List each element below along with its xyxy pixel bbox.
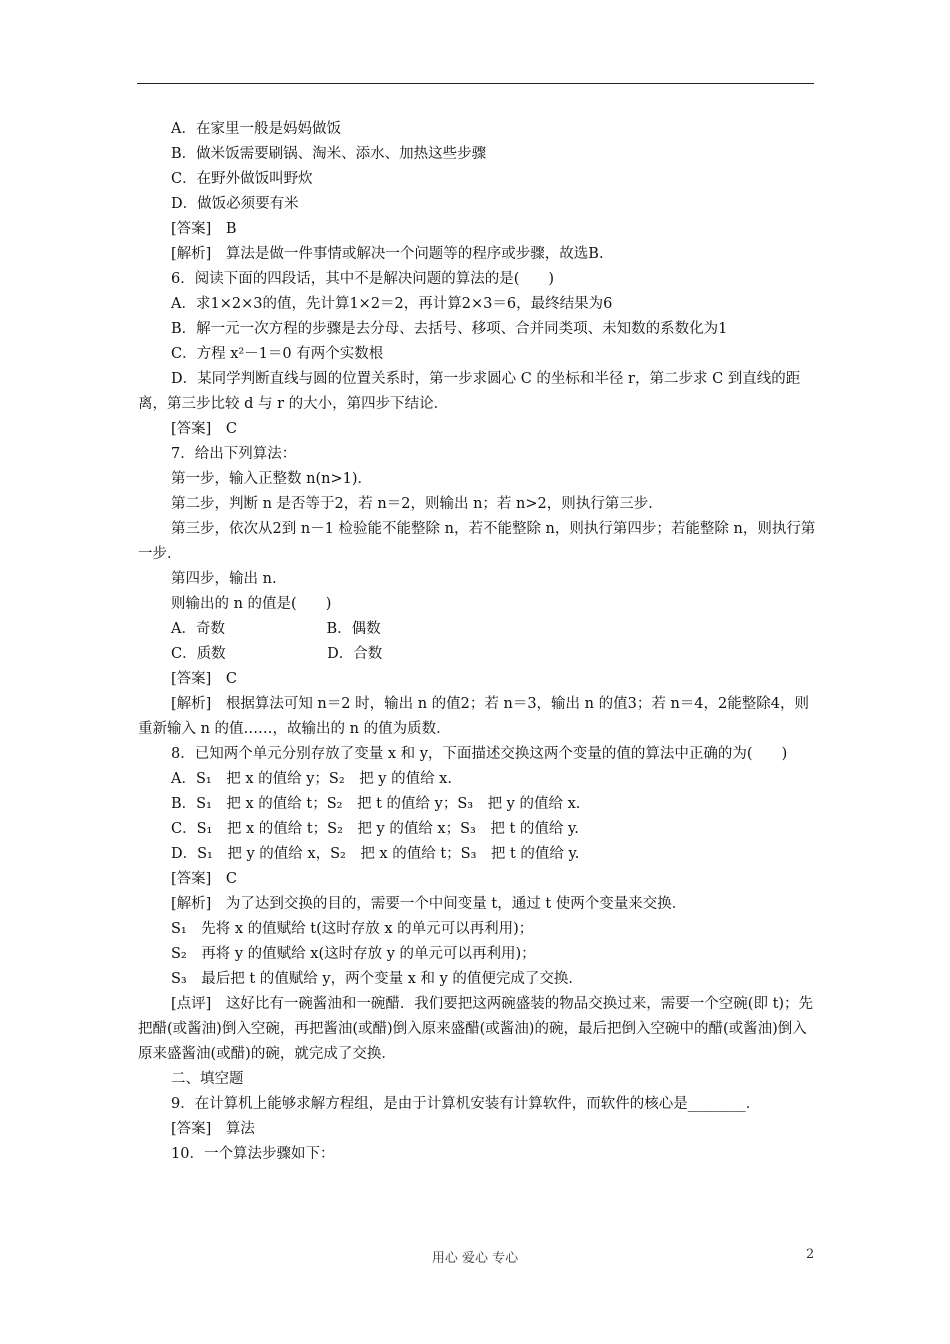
text-line: [答案] C (171, 671, 237, 687)
text-line: [答案] C (171, 421, 237, 437)
text-line: 第一步，输入正整数 n(n>1)． (171, 471, 372, 487)
text-line: C．质数 D．合数 (171, 646, 383, 662)
text-line: B．解一元一次方程的步骤是去分母、去括号、移项、合并同类项、未知数的系数化为1 (171, 321, 728, 337)
text-line: C．在野外做饭叫野炊 (171, 171, 313, 187)
text-line: [答案] 算法 (171, 1121, 255, 1137)
page-number: 2 (806, 1247, 815, 1262)
text-line: [解析] 为了达到交换的目的，需要一个中间变量 t，通过 t 使两个变量来交换． (171, 896, 687, 912)
text-line: A．奇数 B．偶数 (171, 621, 381, 637)
text-line: 第四步，输出 n. (171, 571, 277, 587)
text-line: S₂ 再将 y 的值赋给 x(这时存放 y 的单元可以再利用)； (171, 946, 536, 962)
text-line: 则输出的 n 的值是( ) (171, 596, 332, 612)
text-line: 第二步，判断 n 是否等于2，若 n＝2，则输出 n；若 n>2，则执行第三步． (171, 496, 663, 512)
text-line: [答案] B (171, 221, 237, 237)
text-line: C．方程 x²－1＝0 有两个实数根 (171, 346, 384, 362)
text-line: 8．已知两个单元分别存放了变量 x 和 y，下面描述交换这两个变量的值的算法中正确的为( ) (171, 746, 788, 762)
text-line: 7．给出下列算法： (171, 446, 297, 462)
text-line: [解析] 算法是做一件事情或解决一个问题等的程序或步骤，故选B. (171, 246, 604, 262)
text-line: S₃ 最后把 t 的值赋给 y，两个变量 x 和 y 的值便完成了交换． (171, 971, 583, 987)
text-line: 第三步，依次从2到 n－1 检验能不能整除 n，若不能整除 n，则执行第四步；若能整除 n，则执行第一步． (138, 521, 816, 562)
header-rule (137, 83, 814, 84)
text-line: B．S₁ 把 x 的值给 t；S₂ 把 t 的值给 y；S₃ 把 y 的值给 x. (171, 796, 581, 812)
text-line: S₁ 先将 x 的值赋给 t(这时存放 x 的单元可以再利用)； (171, 921, 534, 937)
page-body (138, 117, 818, 1167)
text-line: D．做饭必须要有米 (171, 196, 299, 212)
page-footer: 用心 爱心 专心 (431, 1251, 519, 1266)
text-line: [解析] 根据算法可知 n＝2 时，输出 n 的值2；若 n＝3，输出 n 的值3；若 n＝4，2能整除4，则重新输入 n 的值……，故输出的 n 的值为质数． (138, 696, 809, 737)
text-line: 10．一个算法步骤如下： (171, 1146, 335, 1162)
text-line: A．求1×2×3的值，先计算1×2＝2，再计算2×3＝6，最终结果为6 (171, 296, 613, 312)
text-line: 6．阅读下面的四段话，其中不是解决问题的算法的是( ) (171, 271, 555, 287)
text-line: [答案] C (171, 871, 237, 887)
text-line: B．做米饭需要刷锅、淘米、添水、加热这些步骤 (171, 146, 487, 162)
text-line: A．在家里一般是妈妈做饭 (171, 121, 341, 137)
text-line: D．某同学判断直线与圆的位置关系时，第一步求圆心 C 的坐标和半径 r，第二步求 C 到直线的距离，第三步比较 d 与 r 的大小，第四步下结论． (138, 371, 801, 412)
text-line: C．S₁ 把 x 的值给 t；S₂ 把 y 的值给 x；S₃ 把 t 的值给 y. (171, 821, 579, 837)
text-line: [点评] 这好比有一碗酱油和一碗醋．我们要把这两碗盛装的物品交换过来，需要一个空碗(即 t)；先把醋(或酱油)倒入空碗，再把酱油(或醋)倒入原来盛醋(或酱油)的碗，最后把倒入空碗中的醋(或酱油)倒入原来盛酱油(或醋)的碗，就完成了交换． (138, 996, 814, 1062)
text-line: D．S₁ 把 y 的值给 x，S₂ 把 x 的值给 t；S₃ 把 t 的值给 y. (171, 846, 580, 862)
text-line: 9．在计算机上能够求解方程组，是由于计算机安装有计算软件，而软件的核心是________． (171, 1096, 761, 1112)
text-line: 二、填空题 (171, 1071, 244, 1087)
text-line: A．S₁ 把 x 的值给 y；S₂ 把 y 的值给 x. (171, 771, 452, 787)
